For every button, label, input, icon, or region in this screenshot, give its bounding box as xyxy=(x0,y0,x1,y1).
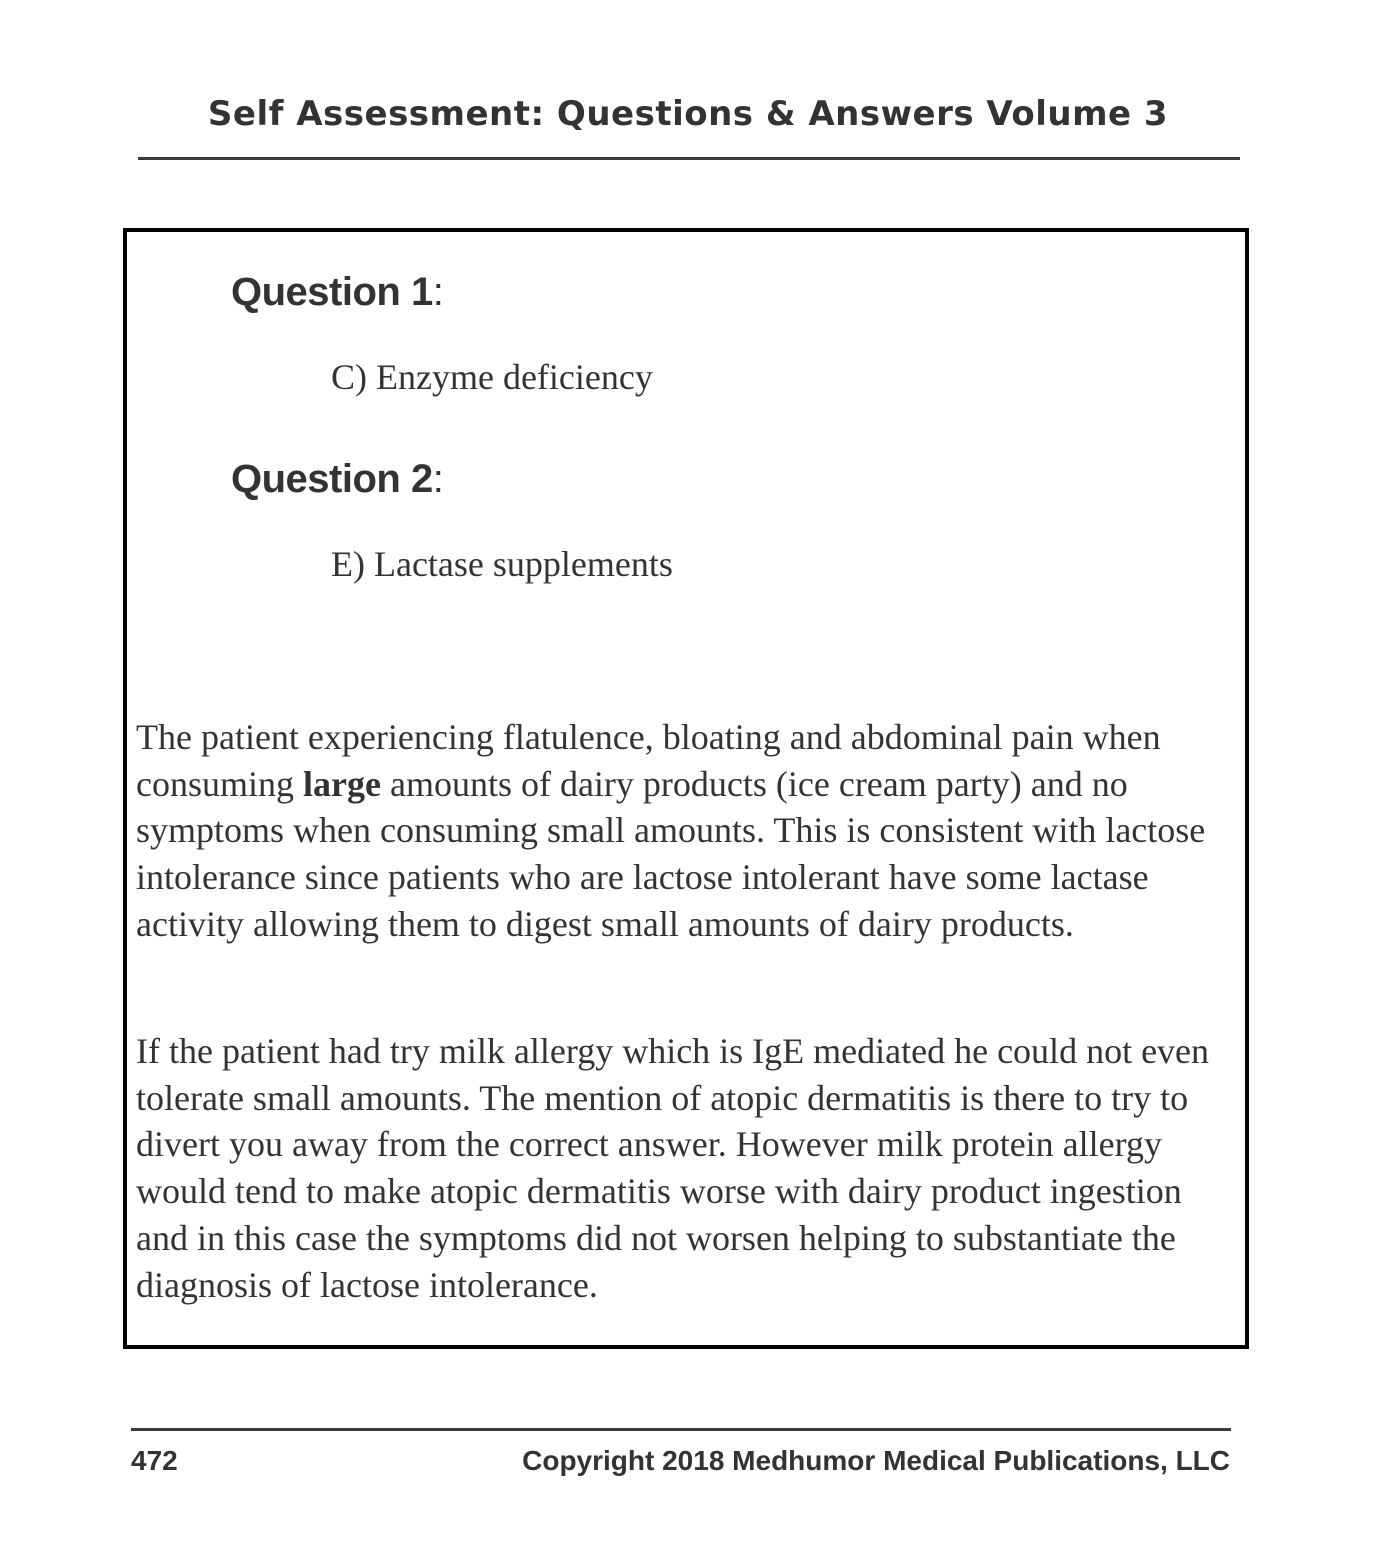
page-number: 472 xyxy=(131,1445,178,1476)
explanation-text: amounts of dairy products (ice cream party) and no symptoms when consuming small amounts. This is consistent with lactose intolerance since patients who are lactose intolerant have some lactase activity allowing them to digest small amounts of dairy products. xyxy=(136,763,1206,944)
running-header-title: Self Assessment: Questions & Answers Volume 3 xyxy=(207,94,1169,134)
emphasis-large: large xyxy=(303,763,381,804)
answer-box xyxy=(123,228,1249,1349)
question-1-answer: C) Enzyme deficiency xyxy=(331,357,653,397)
question-2-answer: E) Lactase supplements xyxy=(331,544,673,584)
question-1-heading xyxy=(231,270,443,315)
explanation-paragraph-1 xyxy=(136,714,1240,948)
copyright-notice: Copyright 2018 Medhumor Medical Publications, LLC xyxy=(522,1445,1230,1476)
question-2-label: Question 2 xyxy=(231,457,433,501)
explanation-text: The patient experiencing flatulence, bloating and abdominal pain when consuming xyxy=(136,717,1161,804)
footer-divider xyxy=(131,1428,1231,1431)
explanation-paragraph-2: If the patient had try milk allergy which is IgE mediated he could not even tolerate small amounts. The mention of atopic dermatitis is there to try to divert you away from the correct answer. However milk protein allergy would tend to make atopic dermatitis worse with dairy product ingestion and in this case the symptoms did not worsen helping to substantiate the diagnosis of lactose intolerance. xyxy=(136,1031,1210,1305)
header-divider xyxy=(138,157,1240,160)
question-1-label: Question 1 xyxy=(231,270,433,314)
question-2-colon: : xyxy=(432,457,444,501)
question-2-heading xyxy=(231,457,443,502)
question-1-colon: : xyxy=(432,270,444,314)
